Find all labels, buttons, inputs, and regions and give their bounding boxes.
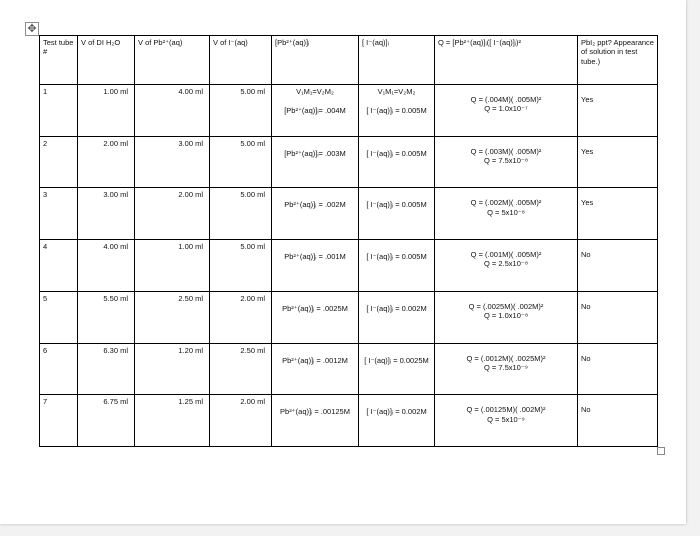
cell-tube [40, 85, 78, 137]
header-row [40, 36, 658, 85]
cell-pb-conc [272, 291, 359, 343]
ppt-value: No [581, 405, 591, 415]
cell-ppt [578, 291, 658, 343]
tube-number: 6 [43, 345, 48, 355]
table-row [40, 240, 658, 292]
tube-number: 3 [43, 190, 48, 200]
cell-v-pb [135, 85, 210, 137]
cell-pb-conc [272, 343, 359, 395]
cell-ppt [578, 395, 658, 447]
q-expression: Q = (.002M)( .005M)² [470, 198, 542, 208]
ppt-value: Yes [581, 146, 594, 156]
cell-pb-conc [272, 188, 359, 240]
tube-number: 2 [43, 138, 48, 148]
cell-i-conc [359, 291, 435, 343]
cell-q [435, 395, 578, 447]
table-row [40, 188, 658, 240]
cell-q [435, 291, 578, 343]
cell-v-i [210, 85, 272, 137]
i-conc-value: [ I⁻(aq)]ᵢ = 0.005M [366, 200, 427, 210]
q-value: Q = 1.0x10⁻⁷ [484, 104, 528, 114]
cell-v-i [210, 136, 272, 188]
cell-v-i [210, 395, 272, 447]
pb-conc-value: Pb²⁺(aq)]ᵢ = .0025M [282, 303, 348, 313]
v-water-value: 6.75 ml [103, 397, 128, 407]
cell-v-i [210, 343, 272, 395]
cell-i-conc [359, 343, 435, 395]
table-row [40, 343, 658, 395]
table-row [40, 291, 658, 343]
tube-number: 1 [43, 87, 48, 96]
cell-pb-conc [272, 85, 359, 137]
cell-tube [40, 291, 78, 343]
v-pb-value: 1.00 ml [178, 242, 203, 252]
cell-v-pb [135, 291, 210, 343]
cell-v-water [78, 343, 135, 395]
header-pb-conc: [Pb²⁺(aq)]ᵢ [272, 36, 359, 85]
ppt-value: Yes [581, 198, 594, 208]
cell-i-conc [359, 188, 435, 240]
cell-v-water [78, 85, 135, 137]
cell-q [435, 85, 578, 137]
pb-conc-value: Pb²⁺(aq)]ᵢ = .0012M [282, 355, 348, 365]
i-conc-value: [ I⁻(aq)]ᵢ = 0.002M [366, 407, 427, 417]
v-water-value: 5.50 ml [103, 293, 128, 303]
cell-q [435, 343, 578, 395]
ppt-value: No [581, 301, 591, 311]
cell-v-i [210, 188, 272, 240]
v-i-value: 5.00 ml [240, 138, 265, 148]
header-tube: Test tube # [40, 36, 78, 85]
header-q: Q = [Pb²⁺(aq)]ᵢ([ I⁻(aq)]ᵢ)² [435, 36, 578, 85]
tube-number: 4 [43, 242, 48, 252]
header-v-i: V of I⁻(aq) [210, 36, 272, 85]
q-expression: Q = (.00125M)( .002M)² [466, 405, 546, 415]
cell-v-pb [135, 343, 210, 395]
cell-tube [40, 395, 78, 447]
cell-ppt [578, 240, 658, 292]
cell-q [435, 240, 578, 292]
header-ppt: PbI₂ ppt? Appearance of solution in test tube.) [578, 36, 658, 85]
table-resize-handle[interactable] [657, 447, 665, 455]
ppt-value: No [581, 353, 591, 363]
cell-i-conc [359, 136, 435, 188]
cell-tube [40, 343, 78, 395]
cell-ppt [578, 188, 658, 240]
cell-q [435, 188, 578, 240]
table-row [40, 136, 658, 188]
cell-tube [40, 136, 78, 188]
v-water-value: 3.00 ml [103, 190, 128, 200]
table-row [40, 85, 658, 137]
i-conc-value: [ I⁻(aq)]ᵢ = 0.0025M [364, 355, 429, 365]
v-i-value: 2.00 ml [240, 293, 265, 303]
q-value: Q = 1.0x10⁻⁸ [483, 311, 529, 321]
cell-ppt [578, 136, 658, 188]
cell-v-water [78, 395, 135, 447]
q-value: Q = 5x10⁻⁸ [487, 207, 525, 217]
cell-i-conc [359, 240, 435, 292]
i-conc-value: [ I⁻(aq)]ᵢ = 0.005M [366, 106, 427, 116]
v-i-value: 5.00 ml [240, 190, 265, 200]
cell-v-water [78, 291, 135, 343]
ppt-value: Yes [581, 95, 594, 104]
v-water-value: 1.00 ml [103, 87, 128, 96]
cell-pb-conc [272, 136, 359, 188]
v-water-value: 4.00 ml [103, 242, 128, 252]
pb-conc-value: [Pb²⁺(aq)]ᵢ= .003M [284, 148, 346, 158]
tube-number: 5 [43, 293, 48, 303]
cell-tube [40, 188, 78, 240]
v-i-value: 5.00 ml [240, 87, 265, 96]
cell-v-pb [135, 395, 210, 447]
pb-conc-value: [Pb²⁺(aq)]ᵢ= .004M [284, 106, 346, 116]
q-value: Q = 7.5x10⁻⁹ [483, 362, 529, 372]
v-pb-value: 4.00 ml [178, 87, 203, 96]
cell-v-i [210, 240, 272, 292]
q-value: Q = 2.5x10⁻⁸ [483, 259, 529, 269]
v-i-value: 5.00 ml [240, 242, 265, 252]
v-pb-value: 2.50 ml [178, 293, 203, 303]
pb-conc-value: Pb²⁺(aq)]ᵢ = .001M [284, 252, 346, 262]
cell-i-conc [359, 85, 435, 137]
tube-number: 7 [43, 397, 48, 407]
v-pb-value: 2.00 ml [178, 190, 203, 200]
header-v-water: V of DI H₂O [78, 36, 135, 85]
table-move-handle-icon[interactable]: ✥ [25, 22, 39, 36]
cell-v-pb [135, 240, 210, 292]
cell-ppt [578, 85, 658, 137]
q-expression: Q = (.0025M)( .002M)² [468, 301, 544, 311]
i-conc-value: [ I⁻(aq)]ᵢ = 0.002M [366, 303, 427, 313]
cell-v-water [78, 240, 135, 292]
v-water-value: 2.00 ml [103, 138, 128, 148]
pb-conc-value: Pb²⁺(aq)]ᵢ = .002M [284, 200, 346, 210]
data-table [39, 35, 658, 447]
v-i-value: 2.00 ml [240, 397, 265, 407]
v-i-value: 2.50 ml [240, 345, 265, 355]
table-row [40, 395, 658, 447]
q-expression: Q = (.001M)( .005M)² [470, 250, 542, 260]
cell-v-water [78, 136, 135, 188]
cell-tube [40, 240, 78, 292]
cell-v-pb [135, 188, 210, 240]
cell-v-i [210, 291, 272, 343]
cell-pb-conc [272, 395, 359, 447]
v-pb-value: 1.25 ml [178, 397, 203, 407]
q-expression: Q = (.004M)( .005M)² [470, 95, 542, 104]
cell-pb-conc [272, 240, 359, 292]
ppt-value: No [581, 250, 591, 260]
q-expression: Q = (.003M)( .005M)² [470, 146, 542, 156]
pb-conc-value: Pb²⁺(aq)]ᵢ = .00125M [280, 407, 350, 417]
header-i-conc: [ I⁻(aq)]ᵢ [359, 36, 435, 85]
header-v-pb: V of Pb²⁺(aq) [135, 36, 210, 85]
q-value: Q = 7.5x10⁻⁸ [483, 156, 529, 166]
q-expression: Q = (.0012M)( .0025M)² [466, 353, 546, 363]
cell-i-conc [359, 395, 435, 447]
v-pb-value: 3.00 ml [178, 138, 203, 148]
i-dilution-note: V₁M₁=V₂M₂ [377, 87, 416, 96]
i-conc-value: [ I⁻(aq)]ᵢ = 0.005M [366, 252, 427, 262]
v-water-value: 6.30 ml [103, 345, 128, 355]
cell-v-water [78, 188, 135, 240]
q-value: Q = 5x10⁻⁹ [487, 414, 525, 424]
cell-q [435, 136, 578, 188]
pb-dilution-note: V₁M₁=V₂M₂ [296, 87, 334, 96]
cell-ppt [578, 343, 658, 395]
v-pb-value: 1.20 ml [178, 345, 203, 355]
cell-v-pb [135, 136, 210, 188]
i-conc-value: [ I⁻(aq)]ᵢ = 0.005M [366, 148, 427, 158]
